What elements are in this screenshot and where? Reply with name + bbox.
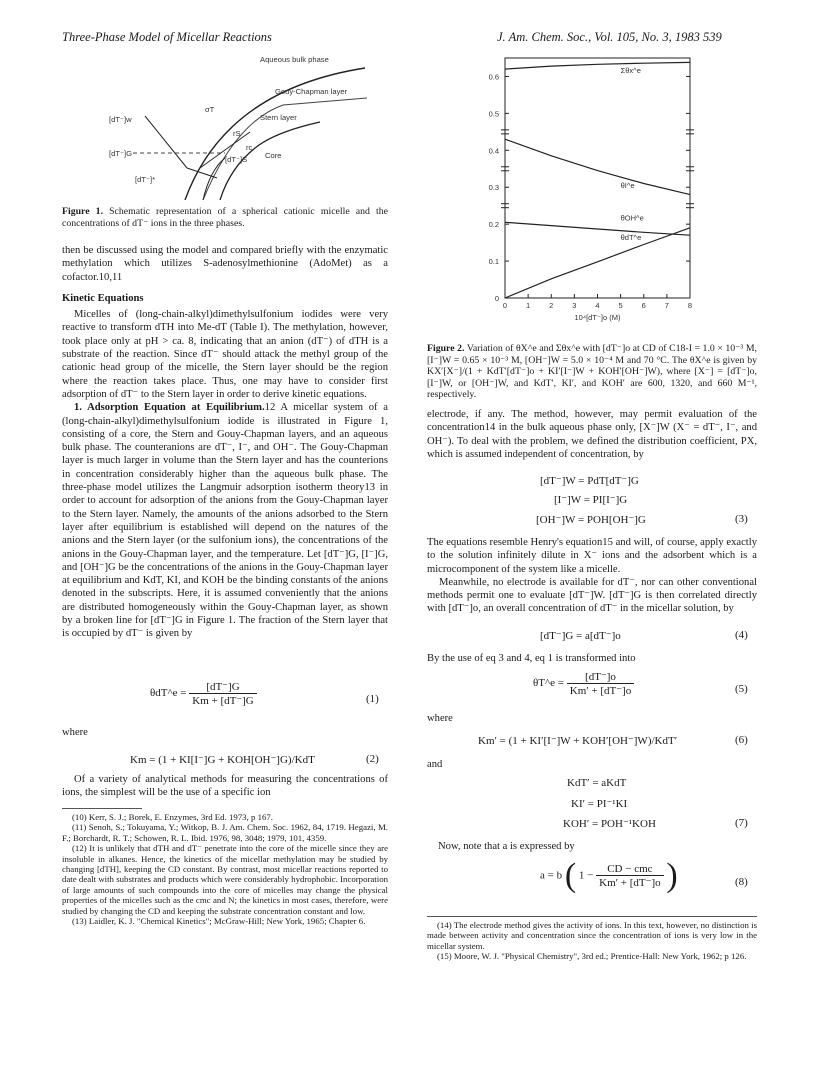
equation-6: Km′ = (1 + KI′[I⁻]W + KOH′[OH⁻]W)/KdT′ [478,735,678,747]
equation-8 [540,857,678,895]
eq1-number: (1) [366,693,379,705]
footnotes-right [427,920,757,962]
eq8-one: 1 − [578,869,594,882]
equation-7c: KOH′ = POH⁻¹KOH [563,818,656,830]
eq8-right-paren: ) [666,857,678,894]
x-tick-label: 0 [502,301,508,310]
x-tick-label: 7 [664,301,669,310]
eq1-fraction [189,680,257,707]
figure2-caption-label: Figure 2. [427,343,465,354]
left-column-end [62,773,388,800]
footnotes-left [62,812,388,926]
eq1-numerator: [dT⁻]G [189,680,257,694]
eq3-number: (3) [735,513,748,525]
eq8-lhs: a = b [540,869,563,882]
footnote: (13) Laidler, K. J. "Chemical Kinetics"; McGraw-Hill; New York, 1965; Chapter 6. [72,916,366,927]
footnote-rule-right [427,916,757,917]
y-tick-label: 0.4 [488,146,499,156]
label-sigma: σT [205,105,215,114]
paragraph: Meanwhile, no electrode is available for dT⁻, nor can other conventional methods permit one to evaluate [dT⁻]W. [dT⁻]G is then correlated directly with [dT⁻]o, an overall concentration of dT⁻ in the micellar solution, by [427,576,757,615]
series-line [505,222,690,235]
eq1-lhs: θdT^e = [150,687,187,700]
equation-4: [dT⁻]G = a[dT⁻]o [540,630,621,642]
paragraph: By the use of eq 3 and 4, eq 1 is transformed into [427,653,636,664]
x-tick-label: 8 [687,301,693,310]
label-stern: Stern layer [260,113,297,122]
x-tick-label: 5 [618,301,623,310]
label-bulk: Aqueous bulk phase [260,55,329,64]
paragraph: electrode, if any. The method, however, may permit evaluation of the concentration14 in the bulk aqueous phase only, [X⁻]W (X⁻ = dT⁻, I⁻, and OH⁻). To deal with the problem, we defined the distribution coefficient, PX, which is assumed independent of concentration, by [427,409,757,460]
equation-5 [533,670,634,697]
y-tick-label: 0.6 [488,72,499,82]
eq5-number: (5) [735,683,748,695]
equation-3a: [dT⁻]W = PdT[dT⁻]G [540,475,639,487]
figure1-schematic [105,50,375,200]
footnote-rule [62,808,142,809]
series-line [505,62,690,69]
x-tick-label: 4 [595,301,600,310]
paragraph-text: 12 A micellar system of a (long-chain-alkyl)dimethylsulfonium iodide is illustrated in Figure 1, consisting of a core, the Stern and Gouy-Chapman layers, and an aqueous bulk phase. The counteranions are dT⁻, I⁻, and OH⁻. The Gouy-Chapman layer is much larger in volume than the Stern layer and has the counterions in concentration considerably higher than the aqueous bulk phase. The three-phase model utilizes the Langmuir adsorption isotherm theory13 in order to account for adsorption of the anions from the Gouy-Chapman layer to the Stern layer. Namely, the amounts of the anions adsorbed to the Stern layer after equilibrium is established will depend on the natures of the anions and the Stern layer (or the sulfonium ions), the concentrations of the anions in the Gouy-Chapman layer, and the temperature. Let [dT⁻]G, [I⁻]G, and [OH⁻]G be the concentrations of the anions in the Gouy-Chapman layer at equilibrium and KdT, KI, and KOH be the binding constants of the anions denoted in the subscripts. Here, it is assumed conveniently that the anions are distributed homogeneously within the Gouy-Chapman layer, as shown by a broken line for [dT⁻]G in Figure 1. The fraction of the Stern layer that is occupied by dT⁻ is given by [62,402,388,640]
running-header-left: Three-Phase Model of Micellar Reactions [62,30,272,44]
right-column-3 [427,652,757,665]
paragraph: Micelles of (long-chain-alkyl)dimethylsulfonium iodides were very reactive to transform dTH into Me-dT (Table I). The methylation, however, took place only at pH > ca. 8, indicating that an anion (dT⁻) of dTH is a substrate of the reaction. Since dT⁻ should attack the methyl group of the cationic head group of the micelle, the Stern layer should be the region where the reaction takes place. Thus, one may have to consider first adsorption of dT⁻ to the Stern layer in order to derive kinetic equations. [62,309,388,400]
x-axis-label: 10⁴[dT⁻]o (M) [574,313,621,322]
left-column [62,244,388,641]
figure1-caption-text: Schematic representation of a spherical cationic micelle and the concentrations of dT⁻ ions in the three phases. [62,206,388,229]
label-rs: rS [233,129,241,138]
eq8-number: (8) [735,876,748,888]
footnote: (14) The electrode method gives the activity of ions. In this text, however, no distinction is made between activity and concentration since the concentration of ions is very low in the micellar system. [427,920,757,951]
where-label-2: where [427,713,453,724]
label-gouy: Gouy-Chapman layer [275,87,348,96]
paragraph [62,401,388,640]
label-dtstar: [dT⁻]* [135,175,156,184]
eq8-numerator: CD − cmc [596,863,663,876]
equation-2: Km = (1 + KI[I⁻]G + KOH[OH⁻]G)/KdT [130,754,315,766]
section-heading: Kinetic Equations [62,292,144,304]
series-label: θdT^e [620,233,642,243]
figure2-chart [465,52,710,342]
equation-1 [150,680,257,707]
eq8-fraction [596,863,663,889]
label-dts: [dT⁻]S [225,155,248,164]
equation-3c: [OH⁻]W = POH[OH⁻]G [536,514,646,526]
eq5-fraction [567,670,634,697]
series-label: θOH^e [620,213,644,223]
equation-3b: [I⁻]W = PI[I⁻]G [554,494,628,506]
running-header-right: J. Am. Chem. Soc., Vol. 105, No. 3, 1983 539 [497,30,722,44]
figure1-caption-label: Figure 1. [62,206,104,217]
y-tick-label: 0.1 [488,257,499,267]
x-tick-label: 1 [526,301,531,310]
equation-7a: KdT′ = aKdT [567,777,627,789]
eq5-numerator: [dT⁻]o [567,670,634,684]
series-line [505,228,690,298]
y-tick-label: 0.5 [488,109,499,119]
series-line [505,139,690,194]
eq6-number: (6) [735,734,748,746]
series-label: Σθx^e [620,65,641,75]
eq4-number: (4) [735,629,748,641]
dtw-leader [145,116,187,168]
x-tick-label: 3 [572,301,577,310]
label-dtw: [dT⁻]w [109,115,132,124]
label-core: Core [265,151,282,160]
eq8-left-paren: ( [564,857,577,894]
eq7-number: (7) [735,817,748,829]
footnote: (15) Moore, W. J. "Physical Chemistry", 3rd ed.; Prentice-Hall: New York, 1962; p 126. [437,951,747,962]
x-tick-label: 6 [641,301,646,310]
series-label: θI^e [620,180,635,190]
eq2-number: (2) [366,753,379,765]
footnote: (12) It is unlikely that dTH and dT⁻ penetrate into the core of the micelle since they are insoluble in alkanes. Hence, the kinetics of the micellar methylation may be studied by changing [dTH], keeping the CD constant. By contrast, most micellar reactions reported to date dealt with substrates and products which were considerably hydrophobic. Incorporation of large amounts of such compounds into the core of micelles may change the physical properties of the micelles such as the cmc and N; the kinetics in most cases, therefore, were studied by changing the CD and keeping the substrate concentration constant and low. [62,843,388,916]
y-tick-label: 0.3 [488,183,499,193]
eq8-denominator: Km′ + [dT⁻]o [599,877,661,889]
footnote: (10) Kerr, S. J.; Borek, E. Enzymes, 3rd Ed. 1973, p 167. [72,812,273,822]
figure2-caption [427,343,757,401]
x-tick-label: 2 [549,301,554,310]
right-column-2 [427,536,757,616]
figure1-caption [62,206,388,229]
eq1-denominator: Km + [dT⁻]G [192,695,254,707]
paragraph: The equations resemble Henry's equation15 and will, of course, apply exactly to the solution infinitely dilute in X⁻ ions and the adsorbent which is a microcomponent of the system like a micelle. [427,537,757,575]
subsection-heading: 1. Adsorption Equation at Equilibrium. [74,402,265,414]
and-label: and [427,759,443,770]
paragraph: Of a variety of analytical methods for measuring the concentrations of ions, the simplest will be the use of a specific ion [62,774,388,799]
right-column [427,408,757,461]
right-column-4: Now, note that a is expressed by [438,841,575,852]
figure2-caption-text: Variation of θX^e and Σθx^e with [dT⁻]o at CD of C18-I = 1.0 × 10⁻³ M, [I⁻]W = 0.65 × 10⁻³ M, [OH⁻]W = 5.0 × 10⁻⁴ M and 70 °C. The θX^e is given by KX′[X⁻]/(1 + KdT′[dT⁻]o + KI′[I⁻]W + KOH′[OH⁻]W), where [X⁻] = [dT⁻]o, [I⁻]W, or [OH⁻]W, and KdT′, KI′, and KOH′ are 600, 1320, and 660 M⁻¹, respectively. [427,343,757,401]
equation-7b: KI′ = PI⁻¹KI [571,798,628,810]
eq5-denominator: Km′ + [dT⁻]o [569,685,632,697]
paragraph: then be discussed using the model and compared briefly with the enzymatic methylation which utilizes S-adenosylmethionine (AdoMet) as a cofactor.10,11 [62,245,388,283]
label-rc: rc [246,143,253,152]
footnote: (11) Senoh, S.; Tokuyama, Y.; Witkop, B. J. Am. Chem. Soc. 1962, 84, 1719. Hegazi, M. F.; Borchardt, R. T.; Schowen, R. L. Ibid. 1976, 98, 3048; 1979, 101, 4359. [62,822,388,843]
y-tick-label: 0.2 [488,220,499,230]
label-dtg: [dT⁻]G [109,149,132,158]
y-tick-label: 0 [494,294,499,303]
where-label: where [62,727,88,738]
eq5-lhs: θT^e = [533,677,564,690]
